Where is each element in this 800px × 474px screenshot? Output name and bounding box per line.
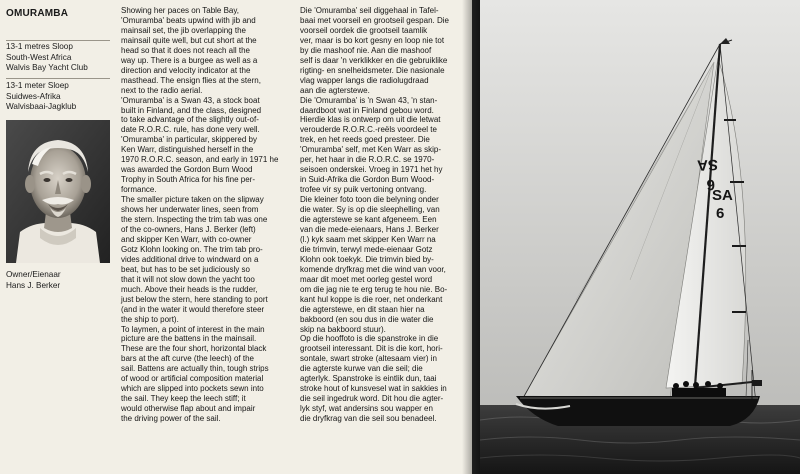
- yacht-sailing-photo: [480, 0, 800, 474]
- body-text-line: per, het haar in die R.O.R.C. se 1970-: [300, 155, 435, 165]
- body-text-line: self is daar 'n verklikker en die gebruiklike: [300, 55, 448, 65]
- owner-caption: [6, 270, 61, 291]
- body-text-line: daardboot wat in Finland gebou word.: [300, 105, 434, 115]
- body-text-line: formance.: [121, 185, 157, 195]
- body-text-line: 'Omuramba' in particular, skippered by: [121, 135, 258, 145]
- owner-caption-line: Owner/Eienaar: [6, 270, 61, 279]
- sail-number-mark: 6: [706, 175, 716, 194]
- body-text-line: (and in the water it would therefore steer: [121, 304, 265, 314]
- body-text-line: 1970 R.O.R.C. season, and early in 1971 he: [121, 155, 279, 165]
- body-text-line: much. Above their heads is the rudder,: [121, 284, 258, 294]
- body-text-line: beat, but has to be set judiciously so: [121, 264, 250, 274]
- body-text-line: picture are the battens in the mainsail.: [121, 334, 257, 344]
- body-text-line: the sail. They keep the leech stiff; it: [121, 394, 246, 404]
- body-text-line: the ship to port).: [121, 314, 179, 324]
- yacht-info-line: South-West Africa: [6, 52, 72, 62]
- body-text-line: agterlyk. Spanstroke is eintlik dun, taai: [300, 374, 437, 384]
- body-text-line: rigting- en snelheidsmeter. Die nasionale: [300, 65, 445, 75]
- body-text-line: trofee vir sy puik vertoning ontvang.: [300, 185, 427, 195]
- right-page-photo: [480, 0, 800, 474]
- body-text-line: 'Omuramba' beats upwind with jib and: [121, 15, 256, 25]
- yacht-info-english: [6, 42, 88, 74]
- body-text-line: kant hul koppe is die roer, net onderkant: [300, 294, 443, 304]
- yacht-info-line: Walvisbaai-Jagklub: [6, 102, 77, 111]
- body-text-line: shows her underwater lines, seen from: [121, 205, 259, 215]
- body-text-line: 'Omuramba' self, met Ken Warr as skip-: [300, 145, 442, 155]
- body-text-line: maar dit moet met oorleg gestel word: [300, 274, 433, 284]
- body-text-line: to take advantage of the slightly out-of-: [121, 115, 259, 125]
- sail-number-mark: SA: [712, 187, 733, 204]
- body-text-line: built in Finland, and the class, designed: [121, 105, 262, 115]
- body-text-line: was awarded the Gordon Burn Wood: [121, 165, 253, 175]
- page-title: OMURAMBA: [6, 8, 69, 19]
- body-text-line: Die 'Omuramba' is 'n Swan 43, 'n stan-: [300, 95, 438, 105]
- body-text-line: Hierdie klas is ontwerp om uit die letwat: [300, 115, 441, 125]
- body-text-line: seisoen onderskei. Vroeg in 1971 het hy: [300, 165, 443, 175]
- body-text-line: Ken Warr, distinguished herself in the: [121, 145, 254, 155]
- body-text-line: These are the four short, horizontal black: [121, 344, 267, 354]
- body-text-line: (l.) kyk saam met skipper Ken Warr na: [300, 234, 436, 244]
- body-text-line: ver, maar is bo kort gesny en loop nie tot: [300, 35, 445, 45]
- divider-rule: [6, 78, 110, 79]
- sail-number-mark: SA: [696, 155, 719, 174]
- body-text-line: grootseil interessant. Dit is die kort, hori-: [300, 344, 443, 354]
- body-text-line: die water. Sy is op die sleephelling, van: [300, 205, 440, 215]
- body-text-line: Die kleiner foto toon die belyning onder: [300, 195, 439, 205]
- body-text-line: direction and velocity indicator at the: [121, 65, 251, 75]
- body-text-line: Op die hooffoto is die spanstroke in die: [300, 334, 439, 344]
- body-text-line: date R.O.R.C. rule, has done very well.: [121, 125, 260, 135]
- body-text-line: next to the radio aerial.: [121, 85, 203, 95]
- body-text-line: die agterstewe se kant afgeneem. Een: [300, 215, 437, 225]
- body-text-line: Showing her paces on Table Bay,: [121, 6, 240, 15]
- body-text-line: sontale, swart stroke (altesaam vier) in: [300, 354, 437, 364]
- body-text-line: bars at the aft curve (the leech) of the: [121, 354, 254, 364]
- body-text-line: 'Omuramba' is a Swan 43, a stock boat: [121, 95, 260, 105]
- body-text-line: voorseil oordek die grootseil taamlik: [300, 25, 428, 35]
- body-text-line: just below the stern, here standing to port: [121, 294, 268, 304]
- yacht-info-line: 13-1 metres Sloop: [6, 42, 73, 51]
- body-text-line: by die mashoof nie. Aan die mashoof: [300, 45, 432, 55]
- body-text-line: vlag wapper langs die radiolugdraad: [300, 75, 429, 85]
- body-text-line: die trimvin, terwyl mede-eienaar Gotz: [300, 244, 433, 254]
- body-text-line: of wood or artificial composition material: [121, 374, 264, 384]
- body-text-line: trek, en het reeds goed presteer. Die: [300, 135, 430, 145]
- body-text-line: The smaller picture taken on the slipway: [121, 195, 264, 205]
- body-text-line: van die mede-eienaars, Hans J. Berker: [300, 224, 439, 234]
- body-text-line: To laymen, a point of interest in the main: [121, 324, 265, 334]
- body-text-line: way up. There is a burgee as well as a: [121, 55, 258, 65]
- owner-portrait-image: [6, 120, 110, 263]
- body-text-line: and skipper Ken Warr, with co-owner: [121, 234, 252, 244]
- body-text-line: die seil ingedruk word. Dit hou die agter-: [300, 394, 444, 404]
- body-text-line: in Suid-Afrika die Gordon Burn Wood-: [300, 175, 435, 185]
- yacht-info-line: Suidwes-Afrika: [6, 91, 61, 101]
- body-text-line: the driving power of the sail.: [121, 414, 221, 424]
- sail-number-mark: 6: [716, 205, 725, 222]
- afrikaans-text-column: [300, 6, 449, 424]
- body-text-line: sail. Battens are actually thin, tough strips: [121, 364, 269, 374]
- body-text-line: komende dryfkrag met die wind van voor,: [300, 264, 446, 274]
- body-text-line: would otherwise flap about and impair: [121, 404, 256, 414]
- english-text-column: [121, 6, 278, 424]
- body-text-line: vides additional drive to windward on a: [121, 254, 259, 264]
- body-text-line: baai met voorseil en grootseil gespan. Die: [300, 15, 449, 25]
- body-text-line: die agterstewe, en dit staan hier na: [300, 304, 425, 314]
- body-text-line: lyk styf, wat andersins sou wapper en: [300, 404, 433, 414]
- body-text-line: mainsail set, the jib overlapping the: [121, 25, 246, 35]
- body-text-line: masthead. The ensign flies at the stern,: [121, 75, 261, 85]
- body-text-line: which are slipped into pockets sewn into: [121, 384, 264, 394]
- owner-caption-line: Hans J. Berker: [6, 280, 61, 290]
- body-text-line: om die jag nie te erg terug te hou nie. Bo-: [300, 284, 448, 294]
- body-text-line: Trophy in South Africa for his fine per-: [121, 175, 255, 185]
- body-text-line: Klohn ook toekyk. Die trimvin bied by-: [300, 254, 434, 264]
- body-text-line: stroke hout of kunsvesel wat in sakkies in: [300, 384, 447, 394]
- body-text-line: of the co-owners, Hans J. Berker (left): [121, 224, 256, 234]
- body-text-line: Gotz Klohn looking on. The trim tab pro-: [121, 244, 263, 254]
- yacht-info-line: 13-1 meter Sloep: [6, 81, 69, 90]
- owner-portrait: [6, 120, 110, 263]
- body-text-line: aan die agterstewe.: [300, 85, 370, 95]
- yacht-info-afrikaans: [6, 81, 76, 113]
- yacht-info-line: Walvis Bay Yacht Club: [6, 63, 88, 72]
- body-text-line: die agterste kurwe van die seil; die: [300, 364, 423, 374]
- body-text-line: skip na bakboord stuur).: [300, 324, 386, 334]
- body-text-line: verouderde R.O.R.C.-reëls voordeel te: [300, 125, 437, 135]
- body-text-line: mainsail quite well, but cut short at the: [121, 35, 257, 45]
- body-text-line: Die 'Omuramba' seil diggehaal in Tafel-: [300, 6, 439, 15]
- body-text-line: that it will not slow down the yacht too: [121, 274, 255, 284]
- body-text-line: the stern. Inspecting the trim tab was one: [121, 215, 268, 225]
- body-text-line: bakboord (en sou dus in die water die: [300, 314, 434, 324]
- body-text-line: die dryfkrag van die seil sou benadeel.: [300, 414, 437, 424]
- body-text-line: head so that it does not reach all the: [121, 45, 250, 55]
- divider-rule: [6, 40, 110, 41]
